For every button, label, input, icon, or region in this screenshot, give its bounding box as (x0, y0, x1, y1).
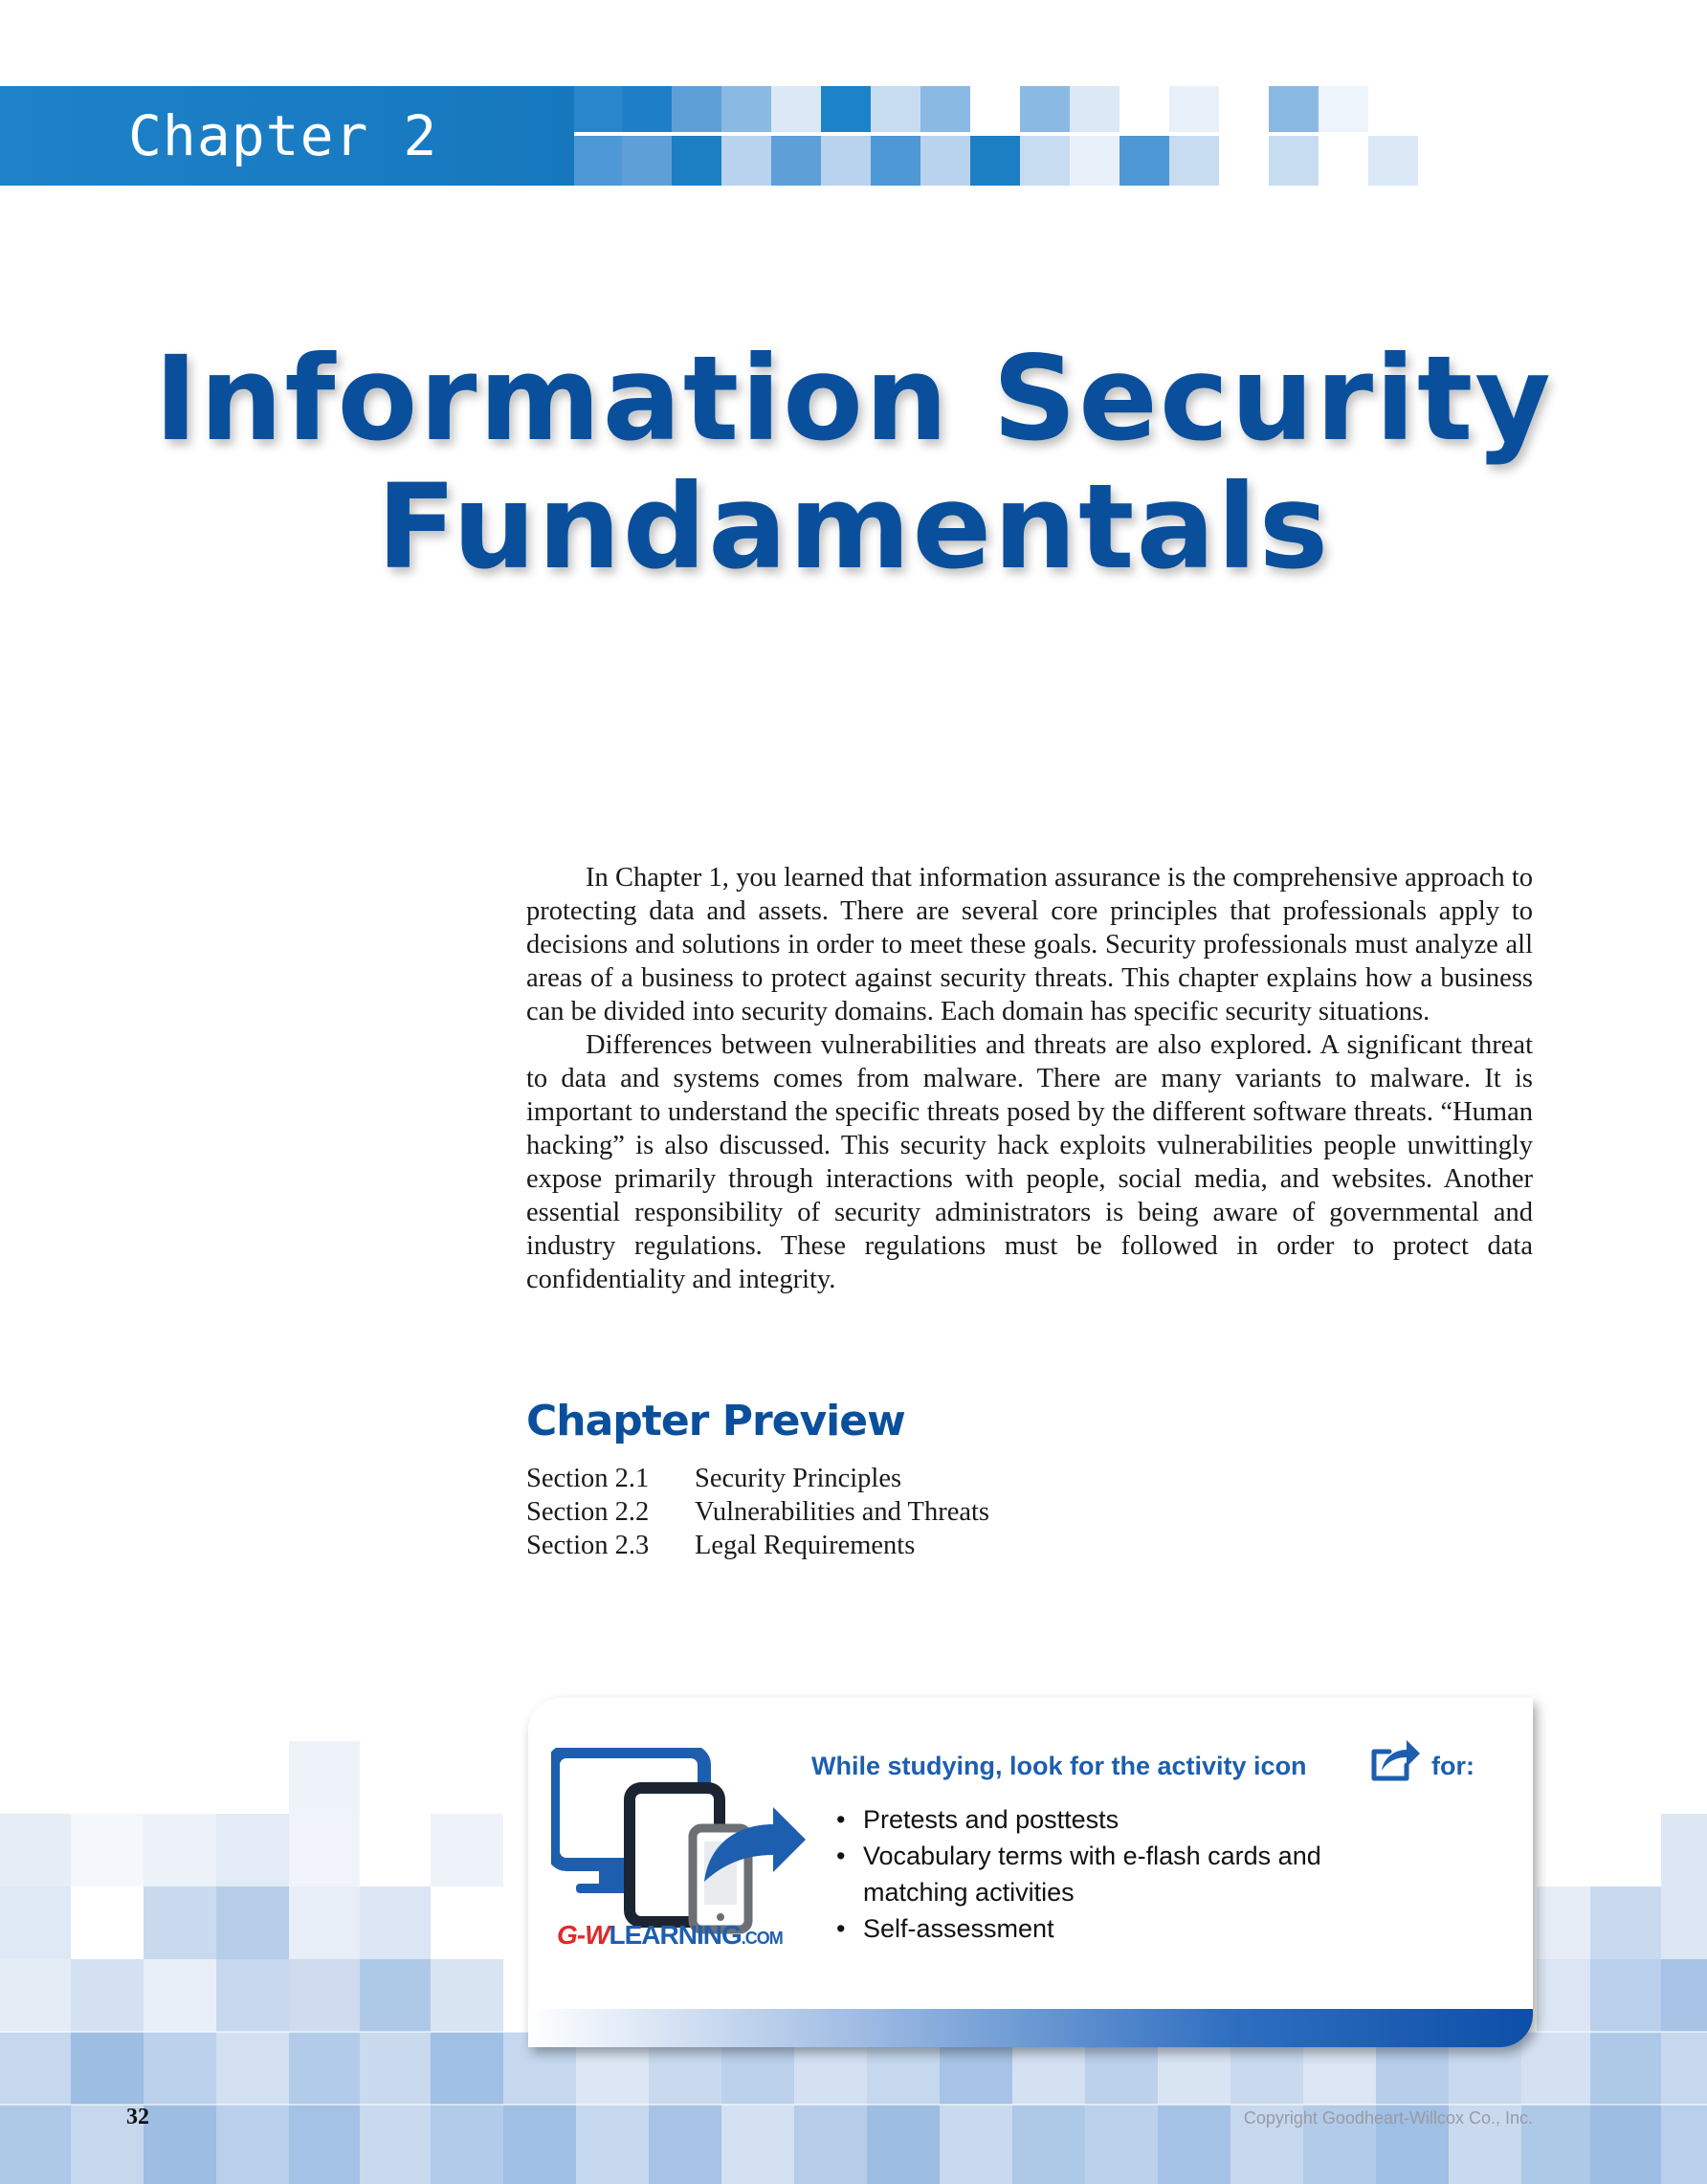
preview-section-number: Section 2.2 (526, 1497, 650, 1527)
copyright-notice: Copyright Goodheart-Willcox Co., Inc. (1243, 2108, 1533, 2128)
bullet-dot: • (836, 1805, 846, 1834)
gw-logo-suffix: .COM (741, 1929, 783, 1948)
callout-heading: While studying, look for the activity icon (811, 1752, 1307, 1780)
intro-paragraph-1: In Chapter 1, you learned that information assurance is the comprehensive approach to protecting data and assets. There are several core principles that professionals apply to decisions and solutions in order to meet these goals. Security professionals must analyze all areas of a business to protect against security threats. This chapter explains how a business can be divided into security domains. Each domain has specific security situations. (526, 863, 1533, 1026)
list-item (836, 1910, 1399, 1947)
chapter-title-line-2: Fundamentals (376, 459, 1331, 595)
devices-icon (551, 1748, 809, 1939)
preview-item (526, 1495, 989, 1529)
gw-learning-logo (557, 1920, 783, 1951)
preview-section-number: Section 2.1 (526, 1464, 650, 1493)
share-arrow-icon (1368, 1736, 1422, 1782)
list-item (836, 1801, 1399, 1838)
preview-section-number: Section 2.3 (526, 1531, 650, 1560)
preview-item (526, 1529, 989, 1562)
preview-item (526, 1462, 989, 1495)
preview-section-title: Vulnerabilities and Threats (695, 1497, 990, 1527)
callout-heading-suffix: for: (1431, 1752, 1474, 1780)
bullet-text: Self-assessment (863, 1914, 1054, 1943)
page-number: 32 (126, 2105, 149, 2129)
list-item (836, 1838, 1399, 1910)
chapter-title-line-1: Information Security (154, 331, 1553, 467)
chapter-preview-heading: Chapter Preview (526, 1397, 905, 1445)
bullet-dot: • (836, 1914, 846, 1943)
chapter-preview-list (526, 1462, 989, 1562)
callout-gradient-strip (528, 2009, 1533, 2047)
callout-bullet-list (836, 1801, 1399, 1947)
preview-section-title: Security Principles (695, 1464, 902, 1493)
preview-section-title: Legal Requirements (695, 1531, 916, 1560)
gw-logo-prefix: G-W (557, 1920, 610, 1950)
chapter-banner (0, 86, 1707, 186)
bullet-text: Pretests and posttests (863, 1805, 1120, 1834)
gw-logo-word: LEARNING (609, 1920, 742, 1950)
activity-callout (528, 1698, 1533, 2047)
chapter-label: Chapter 2 (128, 103, 438, 168)
intro-text (526, 861, 1533, 1296)
bullet-dot: • (836, 1842, 846, 1870)
intro-paragraph-2: Differences between vulnerabilities and threats are also explored. A significant threat to data and systems comes from malware. There are many variants to malware. It is important to understand the specific threats posed by the different software threats. “Human hacking” is also discussed. This security hack exploits vulnerabilities people unwittingly expose primarily through interactions with people, social media, and websites. Another essential responsibility of security administrators is being aware of governmental and industry regulations. These regulations must be followed in order to protect data confidentiality and integrity. (526, 1030, 1533, 1294)
bullet-text: Vocabulary terms with e-flash cards and matching activities (863, 1842, 1321, 1907)
chapter-title (0, 331, 1707, 595)
